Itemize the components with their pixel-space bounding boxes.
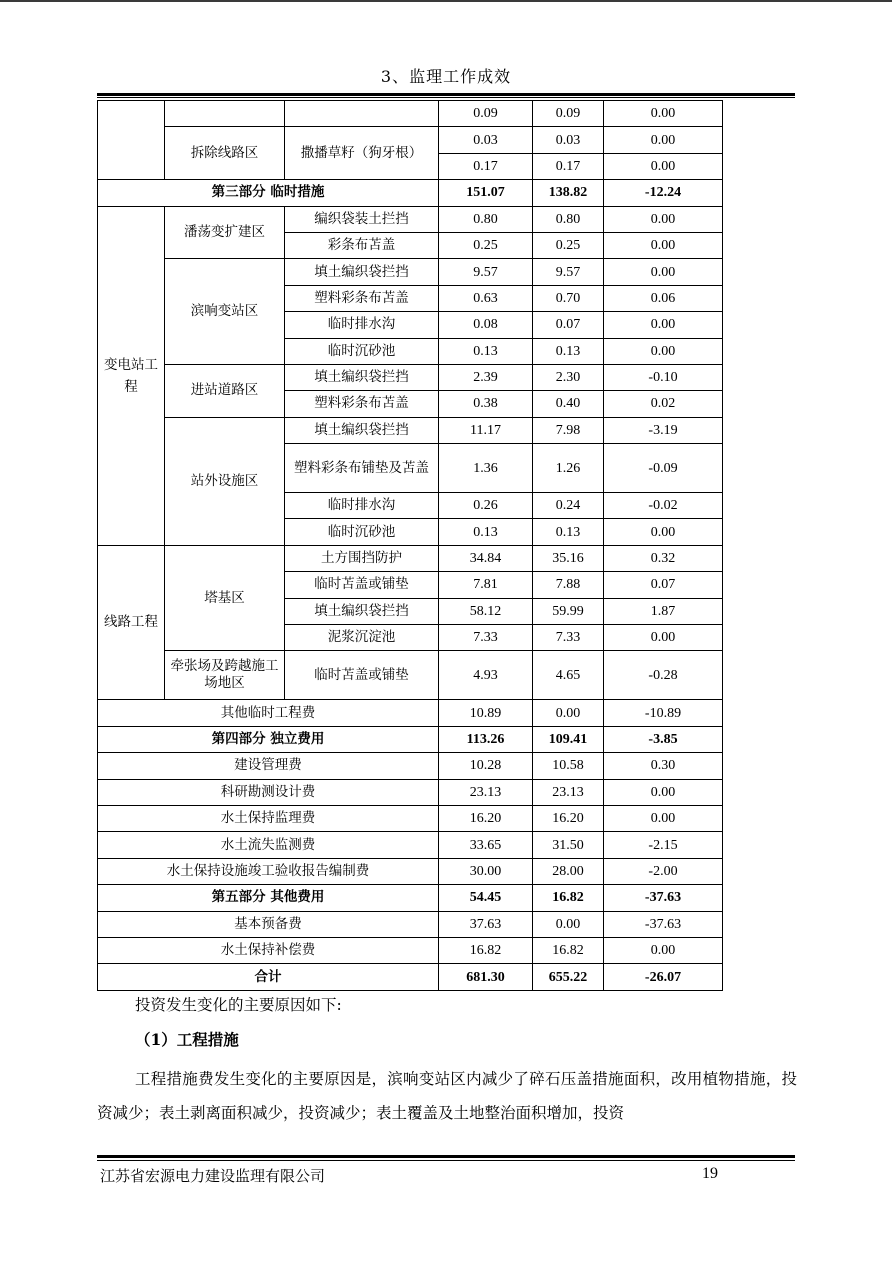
difference-value: 0.00: [604, 312, 723, 338]
actual-value: 23.13: [533, 779, 604, 805]
section-label: 第三部分 临时措施: [98, 180, 439, 206]
planned-value: 10.89: [439, 700, 533, 726]
planned-value: 16.20: [439, 805, 533, 831]
actual-value: 0.17: [533, 153, 604, 179]
area-cell: 潘荡变扩建区: [165, 206, 285, 259]
table-row: [98, 911, 723, 937]
difference-value: 0.00: [604, 206, 723, 232]
table-row-subtotal: [98, 180, 723, 206]
actual-value: 0.07: [533, 312, 604, 338]
table-row: [98, 700, 723, 726]
intro-sentence: 投资发生变化的主要原因如下:: [135, 996, 342, 1014]
planned-value: 151.07: [439, 180, 533, 206]
planned-value: 30.00: [439, 858, 533, 884]
actual-value: 109.41: [533, 726, 604, 752]
actual-value: 7.88: [533, 572, 604, 598]
difference-value: 0.00: [604, 779, 723, 805]
actual-value: 7.33: [533, 625, 604, 651]
difference-value: -26.07: [604, 964, 723, 990]
measure-cell: 塑料彩条布苫盖: [285, 391, 439, 417]
item-label: 水土保持设施竣工验收报告编制费: [98, 858, 439, 884]
measure-cell: 编织袋装土拦挡: [285, 206, 439, 232]
planned-value: 0.80: [439, 206, 533, 232]
difference-value: 0.00: [604, 519, 723, 545]
planned-value: 0.03: [439, 127, 533, 153]
planned-value: 0.17: [439, 153, 533, 179]
item-label: 水土保持补偿费: [98, 937, 439, 963]
item-label: 其他临时工程费: [98, 700, 439, 726]
table-row: [98, 937, 723, 963]
area-cell: 站外设施区: [165, 417, 285, 545]
footer-company-name: 江苏省宏源电力建设监理有限公司: [100, 1167, 326, 1185]
planned-value: 0.13: [439, 338, 533, 364]
difference-value: -3.85: [604, 726, 723, 752]
difference-value: -37.63: [604, 885, 723, 911]
difference-value: 0.00: [604, 338, 723, 364]
section-heading: （1）工程措施: [135, 1030, 239, 1049]
area-cell: 牵张场及跨越施工场地区: [165, 651, 285, 700]
planned-value: 0.25: [439, 232, 533, 258]
table-row: [98, 832, 723, 858]
actual-value: 16.20: [533, 805, 604, 831]
planned-value: 58.12: [439, 598, 533, 624]
measure-cell: 土方围挡防护: [285, 545, 439, 571]
area-cell: 塔基区: [165, 545, 285, 651]
area-cell: 拆除线路区: [165, 127, 285, 180]
measure-cell: 塑料彩条布铺垫及苫盖: [285, 444, 439, 493]
actual-value: 16.82: [533, 937, 604, 963]
footer-rule-thick: [97, 1155, 795, 1158]
difference-value: -12.24: [604, 180, 723, 206]
actual-value: 4.65: [533, 651, 604, 700]
page-top-border: [0, 0, 892, 2]
measure-cell: 临时苫盖或铺垫: [285, 651, 439, 700]
measure-cell: 临时沉砂池: [285, 338, 439, 364]
measure-cell: 临时排水沟: [285, 493, 439, 519]
measure-cell: 临时苫盖或铺垫: [285, 572, 439, 598]
planned-value: 9.57: [439, 259, 533, 285]
planned-value: 0.09: [439, 101, 533, 127]
difference-value: 0.00: [604, 153, 723, 179]
measure-cell: 撒播草籽（狗牙根）: [285, 127, 439, 180]
actual-value: 31.50: [533, 832, 604, 858]
category-cell: 线路工程: [98, 545, 165, 700]
difference-value: 0.00: [604, 805, 723, 831]
section-label: 第四部分 独立费用: [98, 726, 439, 752]
actual-value: 59.99: [533, 598, 604, 624]
measure-cell: 泥浆沉淀池: [285, 625, 439, 651]
actual-value: 0.03: [533, 127, 604, 153]
planned-value: 0.13: [439, 519, 533, 545]
table-row: [98, 364, 723, 390]
actual-value: 0.80: [533, 206, 604, 232]
item-label: 建设管理费: [98, 753, 439, 779]
actual-value: 16.82: [533, 885, 604, 911]
page-header-title: 3、监理工作成效: [380, 67, 512, 86]
planned-value: 7.81: [439, 572, 533, 598]
planned-value: 34.84: [439, 545, 533, 571]
difference-value: 0.30: [604, 753, 723, 779]
planned-value: 33.65: [439, 832, 533, 858]
difference-value: 0.32: [604, 545, 723, 571]
table-row-total: [98, 964, 723, 990]
measure-cell: 填土编织袋拦挡: [285, 417, 439, 443]
area-cell: 进站道路区: [165, 364, 285, 417]
table-row: [98, 805, 723, 831]
difference-value: 0.00: [604, 127, 723, 153]
actual-value: 0.09: [533, 101, 604, 127]
planned-value: 23.13: [439, 779, 533, 805]
measure-cell: 临时排水沟: [285, 312, 439, 338]
table-row: [98, 753, 723, 779]
actual-value: 7.98: [533, 417, 604, 443]
item-label: 科研勘测设计费: [98, 779, 439, 805]
header-rule-thin: [97, 97, 795, 98]
actual-value: 0.40: [533, 391, 604, 417]
actual-value: 0.70: [533, 285, 604, 311]
planned-value: 2.39: [439, 364, 533, 390]
measure-cell: 填土编织袋拦挡: [285, 598, 439, 624]
item-label: 基本预备费: [98, 911, 439, 937]
table-row: [98, 101, 723, 127]
actual-value: 0.24: [533, 493, 604, 519]
planned-value: 10.28: [439, 753, 533, 779]
difference-value: 0.00: [604, 232, 723, 258]
actual-value: 2.30: [533, 364, 604, 390]
table-row: [98, 417, 723, 443]
difference-value: -37.63: [604, 911, 723, 937]
actual-value: 0.00: [533, 911, 604, 937]
actual-value: 35.16: [533, 545, 604, 571]
total-label: 合计: [98, 964, 439, 990]
difference-value: 0.00: [604, 101, 723, 127]
body-paragraph: 工程措施费发生变化的主要原因是，滨响变站区内减少了碎石压盖措施面积，改用植物措施，投资减少；表土剥离面积减少，投资减少；表土覆盖及土地整治面积增加，投资: [97, 1070, 797, 1122]
difference-value: -2.00: [604, 858, 723, 884]
planned-value: 681.30: [439, 964, 533, 990]
planned-value: 7.33: [439, 625, 533, 651]
planned-value: 16.82: [439, 937, 533, 963]
difference-value: 0.00: [604, 625, 723, 651]
item-label: 水土流失监测费: [98, 832, 439, 858]
difference-value: 0.02: [604, 391, 723, 417]
actual-value: 655.22: [533, 964, 604, 990]
measure-cell: 彩条布苫盖: [285, 232, 439, 258]
difference-value: 0.00: [604, 259, 723, 285]
planned-value: 1.36: [439, 444, 533, 493]
planned-value: 113.26: [439, 726, 533, 752]
category-cell-empty: [98, 101, 165, 180]
difference-value: -0.09: [604, 444, 723, 493]
table-row: [98, 545, 723, 571]
difference-value: -0.10: [604, 364, 723, 390]
table-row-subtotal: [98, 726, 723, 752]
planned-value: 0.08: [439, 312, 533, 338]
measure-cell: 填土编织袋拦挡: [285, 259, 439, 285]
actual-value: 0.00: [533, 700, 604, 726]
actual-value: 0.25: [533, 232, 604, 258]
actual-value: 10.58: [533, 753, 604, 779]
difference-value: 0.00: [604, 937, 723, 963]
planned-value: 0.26: [439, 493, 533, 519]
table-row-subtotal: [98, 885, 723, 911]
planned-value: 0.38: [439, 391, 533, 417]
table-row: [98, 259, 723, 285]
item-label: 水土保持监理费: [98, 805, 439, 831]
section-label: 第五部分 其他费用: [98, 885, 439, 911]
difference-value: 0.07: [604, 572, 723, 598]
measure-cell: 塑料彩条布苫盖: [285, 285, 439, 311]
page-number: 19: [702, 1165, 718, 1182]
difference-value: 0.06: [604, 285, 723, 311]
actual-value: 1.26: [533, 444, 604, 493]
area-cell: 滨响变站区: [165, 259, 285, 365]
table-row: [98, 779, 723, 805]
actual-value: 0.13: [533, 519, 604, 545]
header-rule-thick: [97, 93, 795, 96]
area-cell-empty: [165, 101, 285, 127]
footer-rule-thin: [97, 1160, 795, 1161]
difference-value: -10.89: [604, 700, 723, 726]
actual-value: 138.82: [533, 180, 604, 206]
table-row: [98, 651, 723, 700]
category-cell: 变电站工程: [98, 206, 165, 545]
planned-value: 11.17: [439, 417, 533, 443]
difference-value: -3.19: [604, 417, 723, 443]
difference-value: 1.87: [604, 598, 723, 624]
measure-cell: 填土编织袋拦挡: [285, 364, 439, 390]
table-row: [98, 858, 723, 884]
actual-value: 28.00: [533, 858, 604, 884]
measure-cell: 临时沉砂池: [285, 519, 439, 545]
table-row: [98, 127, 723, 153]
actual-value: 9.57: [533, 259, 604, 285]
difference-value: -2.15: [604, 832, 723, 858]
planned-value: 4.93: [439, 651, 533, 700]
planned-value: 37.63: [439, 911, 533, 937]
investment-comparison-table: [97, 100, 723, 991]
table-row: [98, 206, 723, 232]
planned-value: 54.45: [439, 885, 533, 911]
actual-value: 0.13: [533, 338, 604, 364]
planned-value: 0.63: [439, 285, 533, 311]
difference-value: -0.28: [604, 651, 723, 700]
measure-cell-empty: [285, 101, 439, 127]
difference-value: -0.02: [604, 493, 723, 519]
